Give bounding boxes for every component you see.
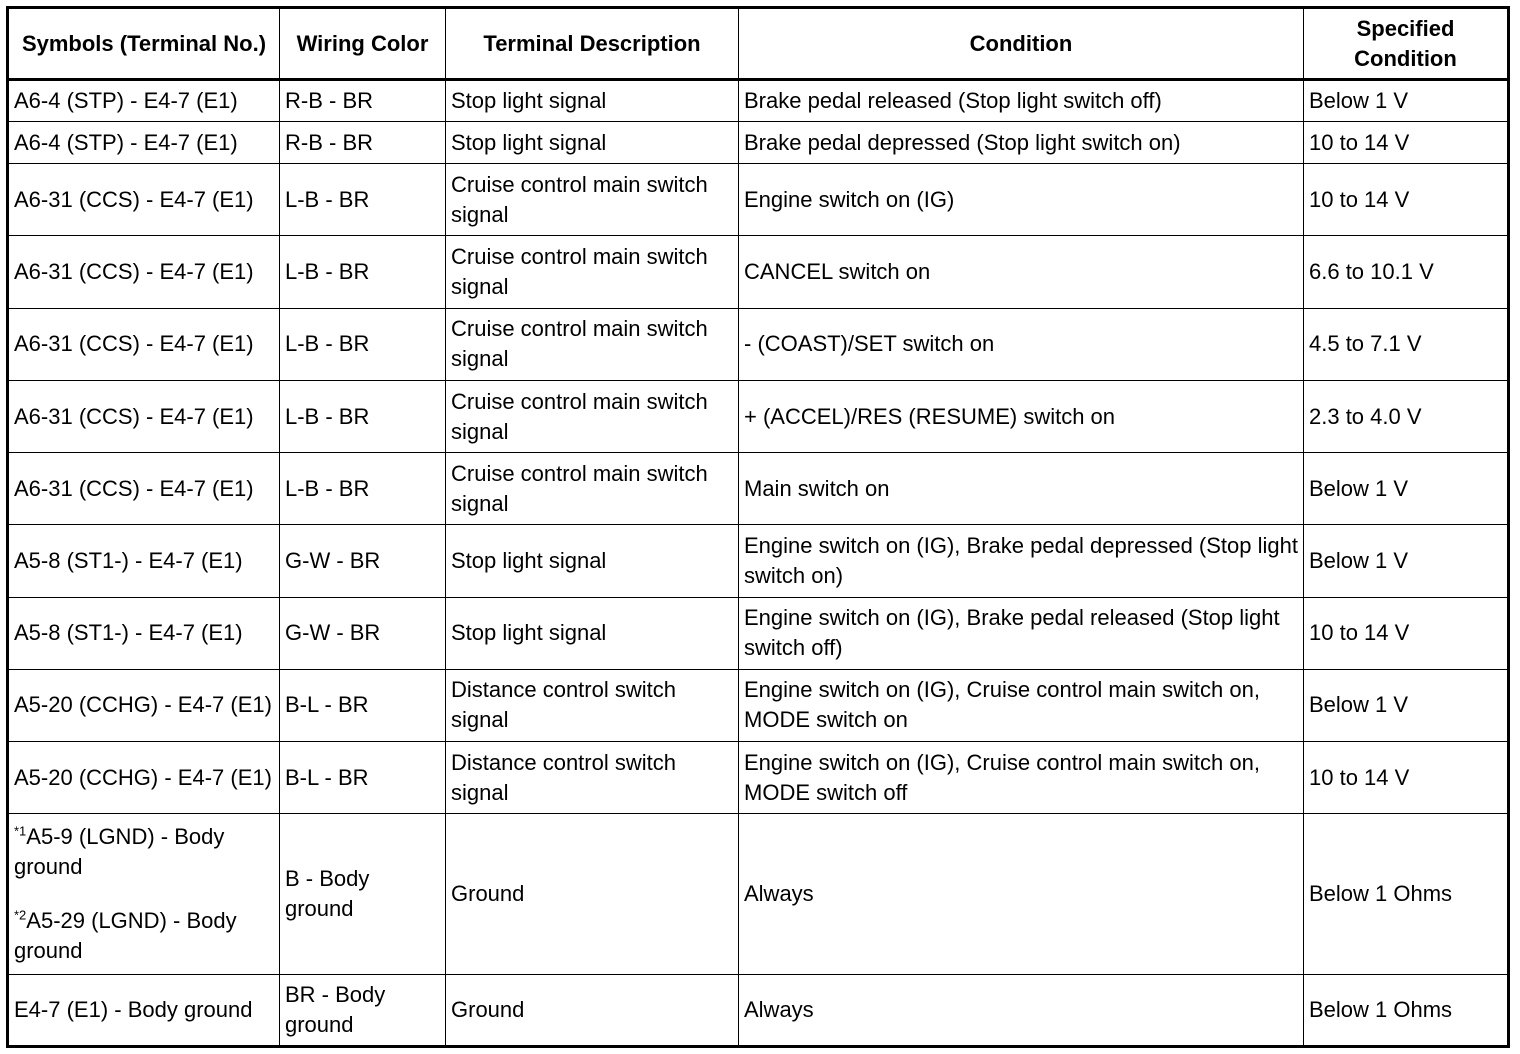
- terminal-spec-table: [6, 6, 1510, 1048]
- table-row: [8, 236, 1509, 308]
- ground-row: [8, 814, 1509, 974]
- wiring-color-cell: B-L - BR: [280, 742, 446, 814]
- wiring-color-cell: R-B - BR: [280, 80, 446, 122]
- table-row: [8, 453, 1509, 525]
- header-row: [8, 8, 1509, 80]
- note-2-mark: *2: [14, 907, 27, 923]
- terminal-description-cell: Distance control switch signal: [446, 669, 739, 741]
- terminal-description-cell: Stop light signal: [446, 122, 739, 164]
- wiring-color-cell: L-B - BR: [280, 380, 446, 452]
- ground-symbols-cell: [8, 814, 280, 974]
- symbols-cell: A6-4 (STP) - E4-7 (E1): [8, 80, 280, 122]
- wiring-color-cell: G-W - BR: [280, 525, 446, 597]
- specified-condition-cell: 4.5 to 7.1 V: [1304, 308, 1509, 380]
- terminal-description-cell: Cruise control main switch signal: [446, 453, 739, 525]
- terminal-description-cell: Cruise control main switch signal: [446, 380, 739, 452]
- table-row: [8, 80, 1509, 122]
- terminal-description-cell: Cruise control main switch signal: [446, 308, 739, 380]
- terminal-description-cell: Stop light signal: [446, 525, 739, 597]
- ground-note-1: [14, 822, 274, 882]
- table-row: [8, 164, 1509, 236]
- wiring-color-cell: L-B - BR: [280, 164, 446, 236]
- specified-condition-cell: 10 to 14 V: [1304, 164, 1509, 236]
- terminal-description-cell: Cruise control main switch signal: [446, 236, 739, 308]
- specified-condition-cell: 10 to 14 V: [1304, 742, 1509, 814]
- specified-condition-cell: 10 to 14 V: [1304, 122, 1509, 164]
- symbols-cell: A6-31 (CCS) - E4-7 (E1): [8, 236, 280, 308]
- table-row: [8, 122, 1509, 164]
- table-row: [8, 742, 1509, 814]
- wiring-color-cell: L-B - BR: [280, 453, 446, 525]
- condition-cell: Engine switch on (IG): [739, 164, 1304, 236]
- wiring-color-cell: R-B - BR: [280, 122, 446, 164]
- table-row: [8, 597, 1509, 669]
- condition-cell: + (ACCEL)/RES (RESUME) switch on: [739, 380, 1304, 452]
- condition-cell: CANCEL switch on: [739, 236, 1304, 308]
- last-condition-cell: Always: [739, 974, 1304, 1046]
- last-specified-cell: Below 1 Ohms: [1304, 974, 1509, 1046]
- note-2-text: A5-29 (LGND) - Body ground: [14, 907, 237, 963]
- symbols-cell: A5-20 (CCHG) - E4-7 (E1): [8, 669, 280, 741]
- wiring-color-cell: B-L - BR: [280, 669, 446, 741]
- terminal-description-cell: Cruise control main switch signal: [446, 164, 739, 236]
- table-row: [8, 525, 1509, 597]
- table-row: [8, 669, 1509, 741]
- symbols-cell: A5-20 (CCHG) - E4-7 (E1): [8, 742, 280, 814]
- condition-cell: Engine switch on (IG), Brake pedal released (Stop light switch off): [739, 597, 1304, 669]
- terminal-description-cell: Stop light signal: [446, 80, 739, 122]
- header-condition: Condition: [739, 8, 1304, 80]
- specified-condition-cell: 2.3 to 4.0 V: [1304, 380, 1509, 452]
- symbols-cell: A6-31 (CCS) - E4-7 (E1): [8, 164, 280, 236]
- ground-description-cell: Ground: [446, 814, 739, 974]
- last-description-cell: Ground: [446, 974, 739, 1046]
- wiring-color-cell: G-W - BR: [280, 597, 446, 669]
- table-body: [8, 80, 1509, 1047]
- ground-specified-cell: Below 1 Ohms: [1304, 814, 1509, 974]
- condition-cell: Brake pedal depressed (Stop light switch on): [739, 122, 1304, 164]
- specified-condition-cell: 6.6 to 10.1 V: [1304, 236, 1509, 308]
- condition-cell: - (COAST)/SET switch on: [739, 308, 1304, 380]
- ground-wiring-cell: B - Body ground: [280, 814, 446, 974]
- wiring-color-cell: L-B - BR: [280, 236, 446, 308]
- header-wiring-color: Wiring Color: [280, 8, 446, 80]
- table-row: [8, 308, 1509, 380]
- table-row: [8, 380, 1509, 452]
- condition-cell: Brake pedal released (Stop light switch off): [739, 80, 1304, 122]
- ground-condition-cell: Always: [739, 814, 1304, 974]
- terminal-description-cell: Stop light signal: [446, 597, 739, 669]
- specified-condition-cell: Below 1 V: [1304, 453, 1509, 525]
- wiring-color-cell: L-B - BR: [280, 308, 446, 380]
- symbols-cell: A6-31 (CCS) - E4-7 (E1): [8, 453, 280, 525]
- specified-condition-cell: 10 to 14 V: [1304, 597, 1509, 669]
- specified-condition-cell: Below 1 V: [1304, 80, 1509, 122]
- last-wiring-cell: BR - Body ground: [280, 974, 446, 1046]
- condition-cell: Engine switch on (IG), Brake pedal depressed (Stop light switch on): [739, 525, 1304, 597]
- ground-note-2: [14, 906, 274, 966]
- header-symbols: Symbols (Terminal No.): [8, 8, 280, 80]
- last-row: [8, 974, 1509, 1046]
- note-1-mark: *1: [14, 823, 27, 839]
- symbols-cell: A6-4 (STP) - E4-7 (E1): [8, 122, 280, 164]
- symbols-cell: A5-8 (ST1-) - E4-7 (E1): [8, 597, 280, 669]
- specified-condition-cell: Below 1 V: [1304, 525, 1509, 597]
- condition-cell: Engine switch on (IG), Cruise control main switch on, MODE switch on: [739, 669, 1304, 741]
- terminal-description-cell: Distance control switch signal: [446, 742, 739, 814]
- header-specified-condition: Specified Condition: [1304, 8, 1509, 80]
- specified-condition-cell: Below 1 V: [1304, 669, 1509, 741]
- condition-cell: Main switch on: [739, 453, 1304, 525]
- last-symbols-cell: E4-7 (E1) - Body ground: [8, 974, 280, 1046]
- symbols-cell: A6-31 (CCS) - E4-7 (E1): [8, 308, 280, 380]
- condition-cell: Engine switch on (IG), Cruise control main switch on, MODE switch off: [739, 742, 1304, 814]
- symbols-cell: A6-31 (CCS) - E4-7 (E1): [8, 380, 280, 452]
- note-1-text: A5-9 (LGND) - Body ground: [14, 823, 225, 879]
- header-terminal-description: Terminal Description: [446, 8, 739, 80]
- symbols-cell: A5-8 (ST1-) - E4-7 (E1): [8, 525, 280, 597]
